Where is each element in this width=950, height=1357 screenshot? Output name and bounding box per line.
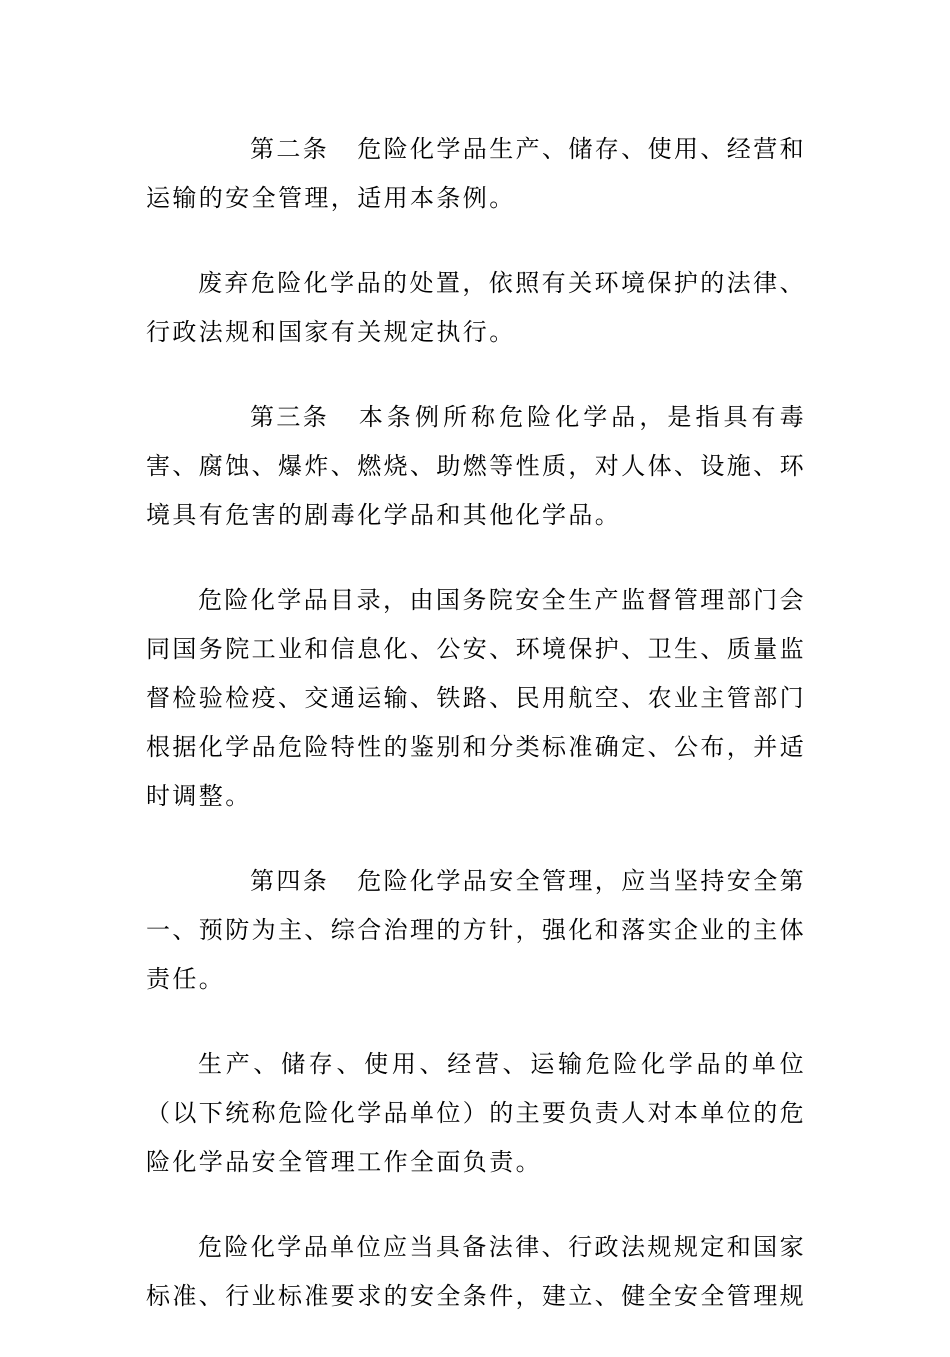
paragraph-text: 生产、储存、使用、经营、运输危险化学品的单位（以下统称危险化学品单位）的主要负责人对本单位的危险化学品安全管理工作全面负责。 [146, 1050, 806, 1176]
paragraph-text: 危险化学品安全管理，应当坚持安全第一、预防为主、综合治理的方针，强化和落实企业的主体责任。 [146, 867, 807, 993]
document-page [146, 125, 806, 1357]
paragraph-text: 危险化学品单位应当具备法律、行政法规规定和国家标准、行业标准要求的安全条件，建立、健全安全管理规 [146, 1233, 806, 1310]
article-number: 第二条 [250, 135, 330, 163]
article-number: 第三条 [250, 403, 330, 431]
paragraph-text: 危险化学品生产、储存、使用、经营和运输的安全管理，适用本条例。 [146, 135, 807, 212]
paragraph-text: 本条例所称危险化学品，是指具有毒害、腐蚀、爆炸、燃烧、助燃等性质，对人体、设施、环境具有危害的剧毒化学品和其他化学品。 [146, 403, 806, 529]
paragraph-responsible-person [146, 1040, 806, 1187]
paragraph-text: 危险化学品目录，由国务院安全生产监督管理部门会同国务院工业和信息化、公安、环境保护、卫生、质量监督检验检疫、交通运输、铁路、民用航空、农业主管部门根据化学品危险特性的鉴别和分类标准确定、公布，并适时调整。 [146, 586, 806, 810]
paragraph-waste-disposal [146, 259, 806, 357]
paragraph-article-2 [146, 125, 806, 223]
paragraph-catalog [146, 576, 806, 821]
article-number: 第四条 [250, 867, 330, 895]
paragraph-article-3 [146, 393, 806, 540]
paragraph-safety-conditions [146, 1223, 806, 1321]
paragraph-article-4 [146, 857, 806, 1004]
paragraph-text: 废弃危险化学品的处置，依照有关环境保护的法律、行政法规和国家有关规定执行。 [146, 269, 806, 346]
